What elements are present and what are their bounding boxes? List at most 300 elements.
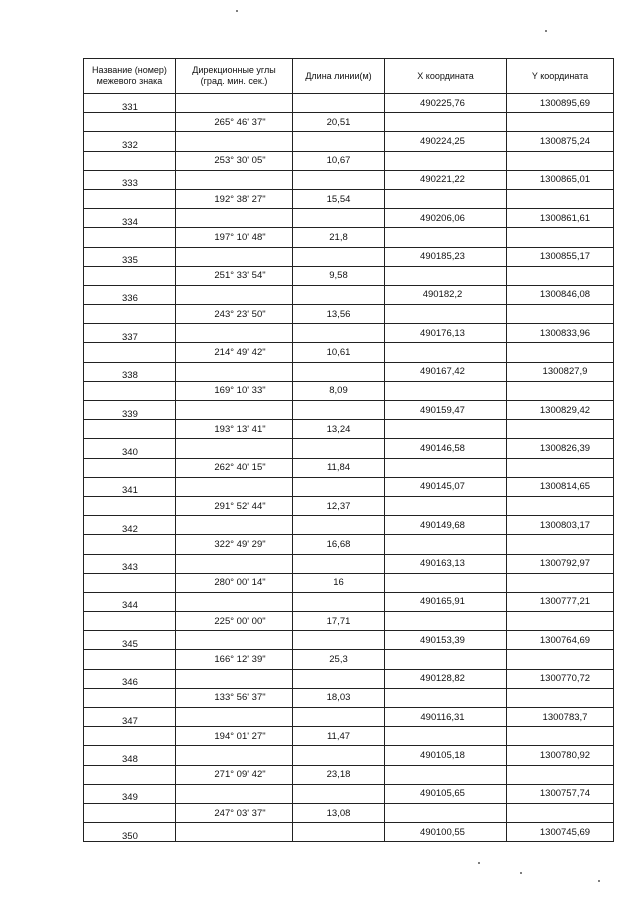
table-row [84,209,614,228]
y-coordinate-text: 1300855,17 [539,251,591,263]
point-name-text: 348 [122,753,138,765]
direction-angle-text: 322° 49' 29" [214,538,266,550]
point-name-text: 344 [122,600,138,612]
y-coordinate [507,439,614,458]
table-row [84,746,614,765]
x-coordinate-text: 490105,18 [420,749,465,761]
point-name [84,593,176,612]
table-row [84,823,614,842]
empty-cell [293,439,385,458]
y-coordinate [507,746,614,765]
line-length [293,535,385,554]
x-coordinate-text: 490163,13 [420,558,465,570]
line-length [293,497,385,516]
direction-angle [176,689,293,708]
empty-cell [176,746,293,765]
point-name [84,631,176,650]
line-length-text: 13,56 [326,308,351,320]
x-coordinate [385,132,507,151]
x-coordinate-text: 490224,25 [420,135,465,147]
y-coordinate [507,593,614,612]
table-row [84,804,614,823]
empty-cell [507,459,614,478]
point-name-text: 350 [122,830,138,842]
empty-cell [176,94,293,113]
table-row [84,171,614,190]
empty-cell [385,267,507,286]
empty-cell [385,574,507,593]
direction-angle-text: 253° 30' 05" [214,155,266,167]
empty-cell [293,593,385,612]
empty-cell [84,420,176,439]
point-name-text: 342 [122,523,138,535]
line-length [293,612,385,631]
y-coordinate [507,401,614,420]
direction-angle-text: 225° 00' 00" [214,615,266,627]
y-coordinate [507,132,614,151]
x-coordinate-text: 490182,2 [422,289,463,301]
point-name-text: 345 [122,638,138,650]
y-coordinate [507,785,614,804]
empty-cell [293,324,385,343]
line-length-text: 11,47 [326,730,351,742]
line-length [293,650,385,669]
point-name [84,401,176,420]
empty-cell [507,727,614,746]
x-coordinate-text: 490167,42 [420,366,465,378]
table-row [84,497,614,516]
empty-cell [293,248,385,267]
y-coordinate [507,248,614,267]
line-length-text: 16 [333,577,344,589]
point-name-text: 338 [122,370,138,382]
table-row [84,363,614,382]
empty-cell [84,574,176,593]
direction-angle-text: 243° 23' 50" [214,308,266,320]
empty-cell [507,113,614,132]
empty-cell [176,401,293,420]
x-coordinate [385,363,507,382]
x-coordinate [385,286,507,305]
table-row [84,420,614,439]
x-coordinate [385,670,507,689]
header-direction-angle: Дирекционные углы (град. мин. сек.) [176,59,293,93]
header-point-name: Название (номер) межевого знака [84,59,176,93]
header-y-coordinate: Y координата [507,59,614,93]
direction-angle [176,190,293,209]
point-name [84,248,176,267]
table-row [84,689,614,708]
y-coordinate-text: 1300745,69 [539,826,591,838]
x-coordinate-text: 490105,65 [420,788,465,800]
point-name [84,746,176,765]
y-coordinate-text: 1300865,01 [539,174,591,186]
y-coordinate [507,209,614,228]
point-name-text: 340 [122,446,138,458]
y-coordinate-text: 1300783,7 [542,711,588,723]
point-name [84,363,176,382]
x-coordinate [385,94,507,113]
point-name-text: 336 [122,293,138,305]
empty-cell [293,708,385,727]
x-coordinate-text: 490128,82 [420,673,465,685]
boundary-coordinates-table [83,58,614,842]
table-row [84,708,614,727]
direction-angle-text: 280° 00' 14" [214,577,266,589]
point-name [84,785,176,804]
table-row [84,190,614,209]
direction-angle [176,497,293,516]
empty-cell [84,267,176,286]
y-coordinate-text: 1300826,39 [539,442,591,454]
empty-cell [176,631,293,650]
x-coordinate [385,746,507,765]
y-coordinate-text: 1300770,72 [539,673,591,685]
line-length-text: 23,18 [326,769,351,781]
x-coordinate-text: 490116,31 [420,711,465,723]
empty-cell [176,209,293,228]
direction-angle-text: 169° 10' 33" [214,385,266,397]
empty-cell [293,555,385,574]
line-length-text: 9,58 [329,270,348,282]
line-length-text: 12,37 [326,500,351,512]
table-row [84,439,614,458]
direction-angle-text: 192° 38' 27" [214,193,266,205]
empty-cell [385,152,507,171]
x-coordinate [385,823,507,842]
y-coordinate-text: 1300777,21 [539,596,591,608]
x-coordinate [385,593,507,612]
scan-speck [598,880,600,882]
empty-cell [385,804,507,823]
empty-cell [293,132,385,151]
empty-cell [84,689,176,708]
y-coordinate-text: 1300861,61 [539,212,591,224]
empty-cell [84,305,176,324]
point-name [84,516,176,535]
empty-cell [293,478,385,497]
direction-angle-text: 265° 46' 37" [214,116,266,128]
empty-cell [293,286,385,305]
x-coordinate [385,248,507,267]
y-coordinate-text: 1300827,9 [542,366,588,378]
empty-cell [385,420,507,439]
x-coordinate-text: 490149,68 [420,519,465,531]
line-length-text: 16,68 [326,538,351,550]
empty-cell [507,228,614,247]
table-row [84,785,614,804]
empty-cell [293,631,385,650]
table-row [84,324,614,343]
y-coordinate [507,94,614,113]
table-row [84,650,614,669]
line-length-text: 21,8 [329,231,348,243]
x-coordinate [385,209,507,228]
line-length-text: 13,24 [326,423,351,435]
table-row [84,152,614,171]
table-row [84,305,614,324]
table-row [84,478,614,497]
point-name-text: 339 [122,408,138,420]
empty-cell [293,363,385,382]
table-row [84,727,614,746]
y-coordinate-text: 1300895,69 [539,97,591,109]
x-coordinate-text: 490165,91 [420,596,465,608]
table-row [84,670,614,689]
point-name-text: 346 [122,677,138,689]
direction-angle-text: 214° 49' 42" [214,347,266,359]
line-length [293,689,385,708]
table-header [84,59,614,94]
line-length [293,459,385,478]
point-name-text: 335 [122,255,138,267]
empty-cell [507,689,614,708]
table-row [84,593,614,612]
empty-cell [385,228,507,247]
empty-cell [507,343,614,362]
line-length [293,343,385,362]
point-name [84,478,176,497]
point-name-text: 343 [122,562,138,574]
y-coordinate-text: 1300792,97 [539,558,591,570]
y-coordinate [507,324,614,343]
empty-cell [176,593,293,612]
x-coordinate [385,708,507,727]
y-coordinate [507,171,614,190]
empty-cell [84,190,176,209]
direction-angle [176,804,293,823]
y-coordinate [507,286,614,305]
y-coordinate [507,478,614,497]
line-length [293,382,385,401]
x-coordinate-text: 490146,58 [420,442,465,454]
empty-cell [507,420,614,439]
empty-cell [385,459,507,478]
empty-cell [293,401,385,420]
direction-angle-text: 194° 01' 27" [214,730,266,742]
empty-cell [385,727,507,746]
table-row [84,267,614,286]
empty-cell [84,497,176,516]
x-coordinate [385,401,507,420]
direction-angle-text: 193° 13' 41" [214,423,266,435]
empty-cell [385,343,507,362]
empty-cell [176,132,293,151]
point-name [84,823,176,842]
x-coordinate [385,555,507,574]
empty-cell [507,612,614,631]
line-length-text: 13,08 [326,807,351,819]
point-name [84,324,176,343]
table-row [84,382,614,401]
empty-cell [84,382,176,401]
direction-angle [176,267,293,286]
direction-angle [176,650,293,669]
point-name-text: 349 [122,792,138,804]
x-coordinate-text: 490153,39 [420,634,465,646]
x-coordinate-text: 490176,13 [420,327,465,339]
x-coordinate [385,478,507,497]
header-line-length: Длина линии(м) [293,59,385,93]
empty-cell [507,535,614,554]
direction-angle [176,343,293,362]
y-coordinate-text: 1300803,17 [539,519,591,531]
empty-cell [385,497,507,516]
empty-cell [176,478,293,497]
direction-angle [176,152,293,171]
point-name-text: 347 [122,715,138,727]
table-row [84,555,614,574]
empty-cell [84,113,176,132]
direction-angle [176,612,293,631]
direction-angle-text: 271° 09' 42" [214,769,266,781]
line-length [293,804,385,823]
y-coordinate-text: 1300829,42 [539,404,591,416]
empty-cell [507,305,614,324]
point-name [84,286,176,305]
line-length-text: 18,03 [326,692,351,704]
empty-cell [84,766,176,785]
direction-angle [176,766,293,785]
empty-cell [293,94,385,113]
empty-cell [507,267,614,286]
scan-speck [520,872,522,874]
line-length-text: 10,61 [326,347,351,359]
empty-cell [385,535,507,554]
x-coordinate [385,785,507,804]
empty-cell [293,670,385,689]
table-row [84,132,614,151]
empty-cell [385,766,507,785]
empty-cell [507,766,614,785]
direction-angle-text: 247° 03' 37" [214,807,266,819]
point-name-text: 334 [122,216,138,228]
direction-angle [176,420,293,439]
line-length-text: 25,3 [329,654,348,666]
scan-speck [236,10,238,12]
x-coordinate [385,631,507,650]
empty-cell [176,785,293,804]
point-name-text: 341 [122,485,138,497]
empty-cell [84,228,176,247]
direction-angle-text: 291° 52' 44" [214,500,266,512]
direction-angle [176,113,293,132]
line-length [293,305,385,324]
y-coordinate [507,631,614,650]
table-row [84,401,614,420]
y-coordinate [507,823,614,842]
table-row [84,766,614,785]
x-coordinate-text: 490221,22 [420,174,465,186]
x-coordinate-text: 490145,07 [420,481,465,493]
x-coordinate [385,439,507,458]
point-name [84,171,176,190]
x-coordinate-text: 490159,47 [420,404,465,416]
line-length [293,766,385,785]
table-row [84,535,614,554]
direction-angle [176,574,293,593]
empty-cell [507,497,614,516]
point-name [84,439,176,458]
direction-angle [176,727,293,746]
direction-angle-text: 197° 10' 48" [214,231,266,243]
empty-cell [84,727,176,746]
line-length [293,727,385,746]
table-row [84,94,614,113]
x-coordinate-text: 490185,23 [420,251,465,263]
empty-cell [176,439,293,458]
empty-cell [507,650,614,669]
direction-angle [176,535,293,554]
x-coordinate [385,171,507,190]
direction-angle [176,459,293,478]
table-row [84,459,614,478]
table-row [84,228,614,247]
empty-cell [84,804,176,823]
table-row [84,113,614,132]
empty-cell [293,823,385,842]
y-coordinate-text: 1300780,92 [539,749,591,761]
point-name-text: 337 [122,331,138,343]
point-name [84,94,176,113]
empty-cell [84,343,176,362]
empty-cell [84,459,176,478]
empty-cell [84,152,176,171]
direction-angle [176,228,293,247]
table-row [84,612,614,631]
empty-cell [176,516,293,535]
line-length-text: 11,84 [326,462,351,474]
empty-cell [507,382,614,401]
empty-cell [385,650,507,669]
table-row [84,286,614,305]
direction-angle-text: 262° 40' 15" [214,462,266,474]
empty-cell [84,612,176,631]
direction-angle-text: 251° 33' 54" [214,270,266,282]
empty-cell [176,324,293,343]
empty-cell [176,555,293,574]
line-length [293,420,385,439]
direction-angle [176,305,293,324]
y-coordinate [507,516,614,535]
point-name-text: 333 [122,178,138,190]
y-coordinate-text: 1300875,24 [539,135,591,147]
empty-cell [176,286,293,305]
header-x-coordinate: X координата [385,59,507,93]
line-length [293,267,385,286]
empty-cell [176,670,293,689]
empty-cell [176,171,293,190]
empty-cell [176,363,293,382]
empty-cell [385,612,507,631]
empty-cell [176,823,293,842]
table-row [84,516,614,535]
empty-cell [293,746,385,765]
point-name [84,670,176,689]
empty-cell [507,574,614,593]
y-coordinate [507,555,614,574]
empty-cell [507,804,614,823]
table-row [84,574,614,593]
y-coordinate-text: 1300833,96 [539,327,591,339]
point-name-text: 331 [122,101,138,113]
empty-cell [385,190,507,209]
empty-cell [84,535,176,554]
line-length-text: 15,54 [326,193,351,205]
line-length [293,113,385,132]
scan-speck [545,30,547,32]
y-coordinate [507,708,614,727]
